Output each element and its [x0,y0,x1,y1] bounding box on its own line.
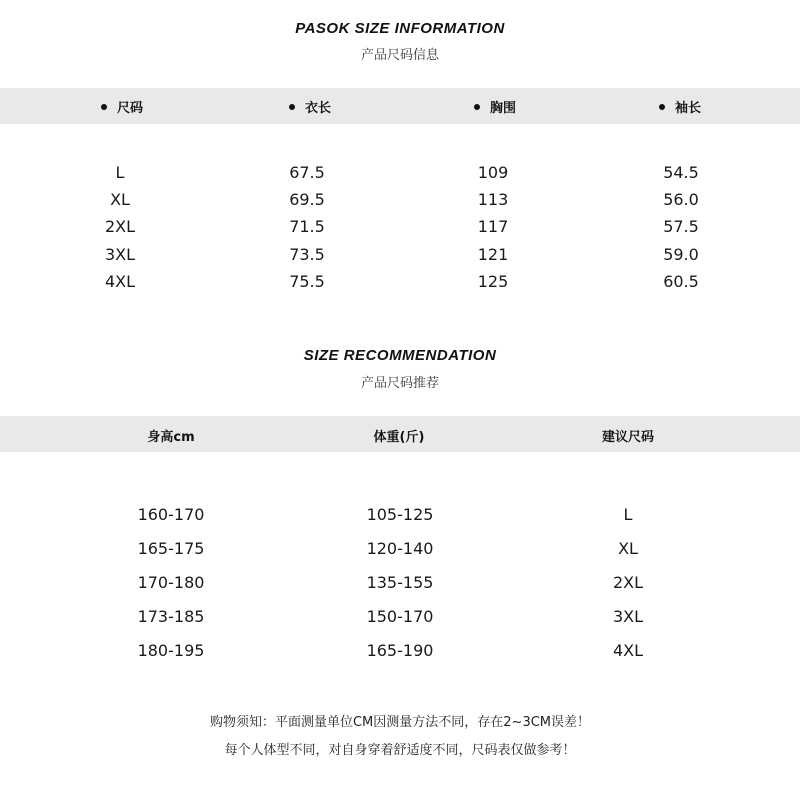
table-cell: 56.0 [663,190,699,209]
size-info-subtitle: 产品尺码信息 [360,48,439,63]
table-cell: 113 [477,190,509,209]
table-cell: 3XL [612,607,644,626]
table-cell: 2XL [612,573,644,592]
bullet-icon [474,104,480,110]
size-info-header-length: 衣长 [289,97,331,116]
table-cell: 54.5 [663,163,699,182]
table-cell: 165-190 [366,641,434,660]
size-info-header-size: 尺码 [101,97,143,116]
table-cell: 73.5 [289,245,325,264]
table-cell: L [623,505,633,524]
table-cell: 59.0 [663,245,699,264]
table-cell: XL [110,190,130,209]
fit-note: 每个人体型不同，对自身穿着舒适度不同，尺码表仅做参考！ [224,743,576,758]
recommendation-title: SIZE RECOMMENDATION [303,347,497,364]
table-cell: 180-195 [137,641,205,660]
table-cell: 165-175 [137,539,205,558]
table-cell: XL [618,539,638,558]
table-cell: 125 [477,272,509,291]
table-cell: 105-125 [366,505,434,524]
bullet-icon [659,104,665,110]
table-cell: L [115,163,125,182]
table-cell: 160-170 [137,505,205,524]
table-cell: 3XL [104,245,136,264]
table-cell: 135-155 [366,573,434,592]
table-cell: 57.5 [663,217,699,236]
table-cell: 109 [477,163,509,182]
table-cell: 150-170 [366,607,434,626]
recommendation-subtitle: 产品尺码推荐 [360,376,439,391]
size-info-header-sleeve: 袖长 [659,97,701,116]
table-cell: 4XL [612,641,644,660]
recommendation-header-weight: 体重(斤) [373,430,425,445]
table-cell: 120-140 [366,539,434,558]
size-info-header-chest: 胸围 [474,97,516,116]
bullet-icon [101,104,107,110]
table-cell: 2XL [104,217,136,236]
recommendation-header-height: 身高cm [147,430,195,445]
table-cell: 121 [477,245,509,264]
table-cell: 69.5 [289,190,325,209]
table-cell: 71.5 [289,217,325,236]
table-cell: 4XL [104,272,136,291]
table-cell: 75.5 [289,272,325,291]
table-cell: 67.5 [289,163,325,182]
shopping-note: 购物须知：平面测量单位CM因测量方法不同，存在2~3CM误差！ [209,715,591,730]
table-cell: 170-180 [137,573,205,592]
size-info-title: PASOK SIZE INFORMATION [295,20,505,37]
table-cell: 173-185 [137,607,205,626]
table-cell: 60.5 [663,272,699,291]
bullet-icon [289,104,295,110]
recommendation-header-size: 建议尺码 [601,430,655,445]
table-cell: 117 [477,217,509,236]
